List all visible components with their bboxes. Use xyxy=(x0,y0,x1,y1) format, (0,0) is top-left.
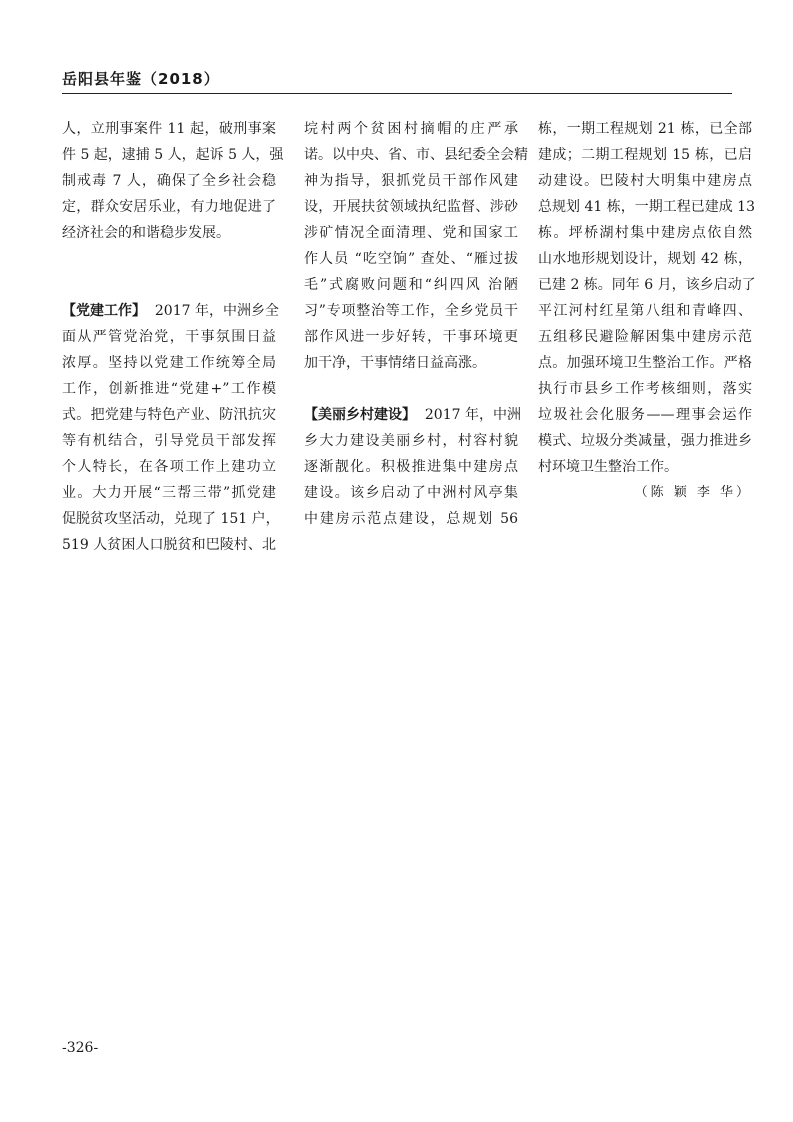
text-line: 加干净，干事情绪日益高涨。 xyxy=(304,355,486,371)
text-line: 神为指导，狠抓党员干部作风建 xyxy=(304,173,518,189)
text-line: 促脱贫攻坚活动，兑现了 151 户， xyxy=(62,511,280,527)
header-rule xyxy=(62,93,732,94)
text-line: 部作风进一步好转，干事环境更 xyxy=(304,329,518,345)
text-line: 五组移民避险解困集中建房示范 xyxy=(538,329,752,345)
text-line: 平江河村红星第八组和青峰四、 xyxy=(538,303,752,319)
text-line: 作人员 “吃空饷” 查处、“雁过拔 xyxy=(304,251,518,267)
text-line: 村环境卫生整治工作。 xyxy=(538,459,678,475)
section-heading-beautiful-village: 【美丽乡村建设】 xyxy=(304,407,416,423)
text-line: 等有机结合，引导党员干部发挥 xyxy=(62,433,276,449)
text-line: 动建设。巴陵村大明集中建房点 xyxy=(538,173,752,189)
text-line: 人，立刑事案件 11 起，破刑事案 xyxy=(62,121,276,137)
text-line: 建成；二期工程规划 15 栋，已启 xyxy=(538,147,752,163)
text-line: 个人特长，在各项工作上建功立 xyxy=(62,459,276,475)
section-first-line xyxy=(304,402,521,428)
text-line: 业。大力开展“三帮三带”抓党建 xyxy=(62,485,276,501)
column-2 xyxy=(304,116,528,532)
text-line: 栋。坪桥湖村集中建房点依自然 xyxy=(538,225,752,241)
text-line: 逐渐靓化。积极推进集中建房点 xyxy=(304,459,518,475)
text-line: 设，开展扶贫领域执纪监督、涉砂 xyxy=(304,199,518,215)
text-line: 涉矿情况全面清理、党和国家工 xyxy=(304,225,518,241)
text-line: 件 5 起，逮捕 5 人，起诉 5 人，强 xyxy=(62,147,284,163)
text-line: 习”专项整治等工作，全乡党员干 xyxy=(304,303,518,319)
column-3 xyxy=(538,116,756,506)
text-line: 面从严管党治党，干事氛围日益 xyxy=(62,329,276,345)
text-line: 模式、垃圾分类减量，强力推进乡 xyxy=(538,433,752,449)
section-heading-party-building: 【党建工作】 xyxy=(62,303,146,319)
author-credit: （陈 颖 李 华） xyxy=(634,485,752,500)
text-line: 式。把党建与特色产业、防汛抗灾 xyxy=(62,407,276,423)
text-line: 定，群众安居乐业，有力地促进了 xyxy=(62,199,276,215)
page-number: -326- xyxy=(62,1040,99,1056)
section-first-line xyxy=(62,298,279,324)
section-first-text: 2017 年，中洲 xyxy=(416,407,521,423)
text-line: 栋，一期工程规划 21 栋，已全部 xyxy=(538,121,752,137)
text-line: 毛”式腐败问题和“纠四风 治陋 xyxy=(304,277,518,293)
section-first-text: 2017 年，中洲乡全 xyxy=(146,303,279,319)
text-line: 经济社会的和谐稳步发展。 xyxy=(62,225,230,241)
text-line: 制戒毒 7 人，确保了全乡社会稳 xyxy=(62,173,276,189)
text-line: 总规划 41 栋，一期工程已建成 13 xyxy=(538,199,755,215)
text-line: 执行市县乡工作考核细则，落实 xyxy=(538,381,752,397)
text-line: 乡大力建设美丽乡村，村容村貌 xyxy=(304,433,518,449)
running-header xyxy=(62,66,732,92)
text-line: 诺。以中央、省、市、县纪委全会精 xyxy=(304,147,528,163)
text-line: 垸村两个贫困村摘帽的庄严承 xyxy=(304,121,518,137)
text-line: 工作，创新推进“党建+”工作模 xyxy=(62,381,276,397)
text-line: 点。加强环境卫生整治工作。严格 xyxy=(538,355,752,371)
text-line: 浓厚。坚持以党建工作统筹全局 xyxy=(62,355,276,371)
text-line: 垃圾社会化服务——理事会运作 xyxy=(538,407,752,423)
text-line: 建设。该乡启动了中洲村风亭集 xyxy=(304,485,518,501)
text-line: 山水地形规划设计，规划 42 栋， xyxy=(538,251,752,267)
column-1 xyxy=(62,116,284,558)
text-line: 已建 2 栋。同年 6 月，该乡启动了 xyxy=(538,277,756,293)
yearbook-title: 岳阳县年鉴（2018） xyxy=(62,70,220,88)
text-line: 519 人贫困人口脱贫和巴陵村、北 xyxy=(62,537,276,553)
text-line: 中建房示范点建设，总规划 56 xyxy=(304,511,518,527)
